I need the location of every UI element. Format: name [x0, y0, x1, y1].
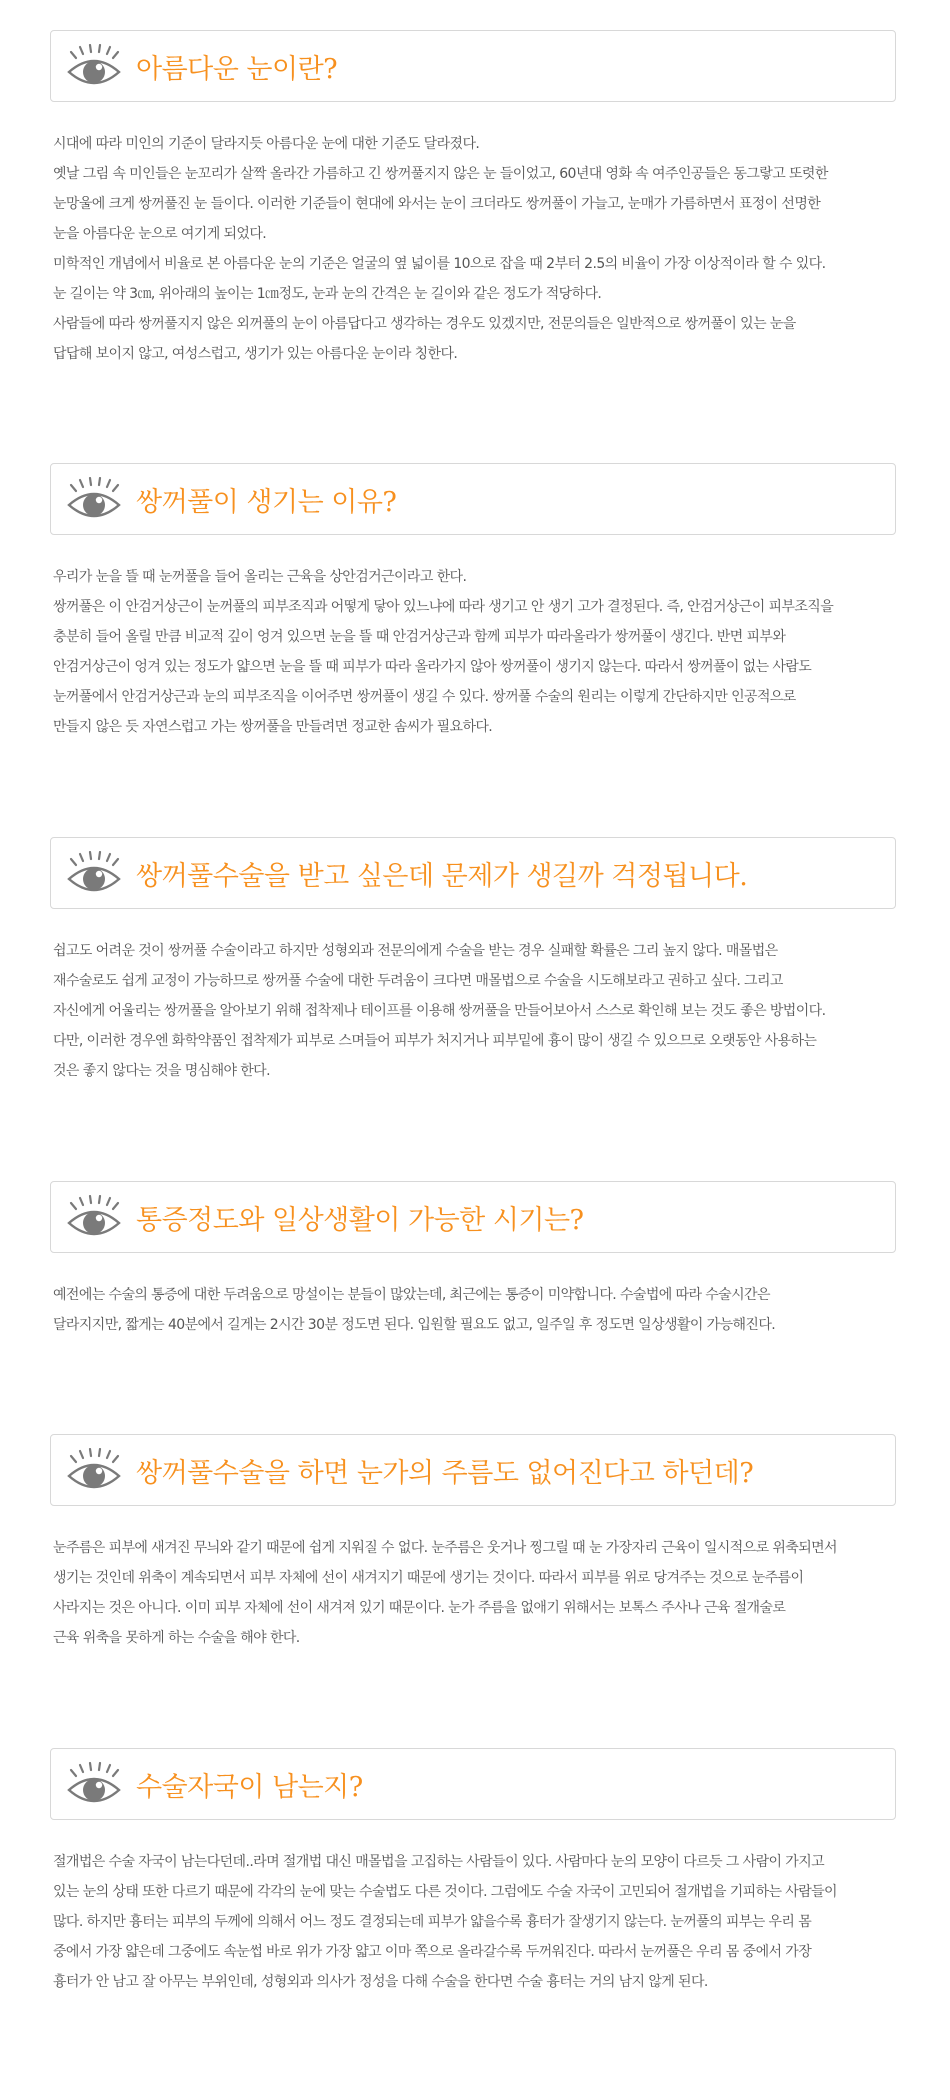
section-wrinkles	[50, 1434, 910, 1653]
section-body	[50, 562, 910, 742]
body-line: 우리가 눈을 뜰 때 눈꺼풀을 들어 올리는 근육을 상안검거근이라고 한다.	[53, 569, 467, 585]
body-line: 다만, 이러한 경우엔 화학약품인 접착제가 피부로 스며들어 피부가 처지거나 피부밑에 흉이 많이 생길 수 있으므로 오랫동안 사용하는	[53, 1033, 817, 1049]
body-line: 사람들에 따라 쌍꺼풀지지 않은 외꺼풀의 눈이 아름답다고 생각하는 경우도 있겠지만, 전문의들은 일반적으로 쌍꺼풀이 있는 눈을	[53, 316, 796, 332]
section-pain-recovery	[50, 1181, 910, 1340]
body-line: 것은 좋지 않다는 것을 명심해야 한다.	[53, 1063, 270, 1079]
eye-icon	[66, 1448, 122, 1492]
section-header	[50, 1181, 896, 1253]
body-line: 흉터가 안 남고 잘 아무는 부위인데, 성형외과 의사가 정성을 다해 수술을 한다면 수술 흉터는 거의 남지 않게 된다.	[53, 1974, 708, 1990]
body-line: 많다. 하지만 흉터는 피부의 두께에 의해서 어느 정도 결정되는데 피부가 얇을수록 흉터가 잘생기지 않는다. 눈꺼풀의 피부는 우리 몸	[53, 1914, 812, 1930]
eye-icon	[66, 1195, 122, 1239]
section-header	[50, 1434, 896, 1506]
section-body	[50, 1533, 910, 1653]
body-line: 만들지 않은 듯 자연스럽고 가는 쌍꺼풀을 만들려면 정교한 솜씨가 필요하다.	[53, 719, 493, 735]
body-line: 쌍꺼풀은 이 안검거상근이 눈꺼풀의 피부조직과 어떻게 닿아 있느냐에 따라 생기고 안 생기 고가 결정된다. 즉, 안검거상근이 피부조직을	[53, 599, 834, 615]
section-body	[50, 1280, 910, 1340]
body-line: 안검거상근이 엉겨 있는 정도가 얇으면 눈을 뜰 때 피부가 따라 올라가지 않아 쌍꺼풀이 생기지 않는다. 따라서 쌍꺼풀이 없는 사람도	[53, 659, 812, 675]
body-line: 달라지지만, 짧게는 40분에서 길게는 2시간 30분 정도면 된다. 입원할 필요도 없고, 일주일 후 정도면 일상생활이 가능해진다.	[53, 1317, 776, 1333]
body-line: 미학적인 개념에서 비율로 본 아름다운 눈의 기준은 얼굴의 옆 넓이를 10으로 잡을 때 2부터 2.5의 비율이 가장 이상적이라 할 수 있다.	[53, 256, 826, 272]
body-line: 예전에는 수술의 통증에 대한 두려움으로 망설이는 분들이 많았는데, 최근에는 통증이 미약합니다. 수술법에 따라 수술시간은	[53, 1287, 770, 1303]
body-line: 눈꺼풀에서 안검거상근과 눈의 피부조직을 이어주면 쌍꺼풀이 생길 수 있다. 쌍꺼풀 수술의 원리는 이렇게 간단하지만 인공적으로	[53, 689, 796, 705]
section-title: 아름다운 눈이란?	[136, 53, 338, 85]
section-body	[50, 936, 910, 1086]
body-line: 중에서 가장 얇은데 그중에도 속눈썹 바로 위가 가장 얇고 이마 쪽으로 올라갈수록 두꺼워진다. 따라서 눈꺼풀은 우리 몸 중에서 가장	[53, 1944, 812, 1960]
body-line: 있는 눈의 상태 또한 다르기 때문에 각각의 눈에 맞는 수술법도 다른 것이다. 그럼에도 수술 자국이 고민되어 절개법을 기피하는 사람들이	[53, 1884, 837, 1900]
body-line: 시대에 따라 미인의 기준이 달라지듯 아름다운 눈에 대한 기준도 달라졌다.	[53, 136, 480, 152]
section-body	[50, 129, 910, 369]
body-line: 절개법은 수술 자국이 남는다던데..라며 절개법 대신 매몰법을 고집하는 사람들이 있다. 사람마다 눈의 모양이 다르듯 그 사람이 가지고	[53, 1854, 825, 1870]
section-title: 수술자국이 남는지?	[136, 1771, 363, 1803]
body-line: 근육 위축을 못하게 하는 수술을 해야 한다.	[53, 1630, 300, 1646]
body-line: 쉽고도 어려운 것이 쌍꺼풀 수술이라고 하지만 성형외과 전문의에게 수술을 받는 경우 실패할 확률은 그리 높지 않다. 매몰법은	[53, 943, 778, 959]
body-line: 눈 길이는 약 3㎝, 위아래의 높이는 1㎝정도, 눈과 눈의 간격은 눈 길이와 같은 정도가 적당하다.	[53, 286, 602, 302]
section-body	[50, 1847, 910, 1997]
section-title: 쌍꺼풀수술을 받고 싶은데 문제가 생길까 걱정됩니다.	[136, 860, 748, 892]
body-line: 충분히 들어 올릴 만큼 비교적 깊이 엉겨 있으면 눈을 뜰 때 안검거상근과 함께 피부가 따라올라가 쌍꺼풀이 생긴다. 반면 피부와	[53, 629, 786, 645]
body-line: 재수술로도 쉽게 교정이 가능하므로 쌍꺼풀 수술에 대한 두려움이 크다면 매몰법으로 수술을 시도해보라고 권하고 싶다. 그리고	[53, 973, 783, 989]
body-line: 옛날 그림 속 미인들은 눈꼬리가 살짝 올라간 가름하고 긴 쌍꺼풀지지 않은 눈 들이었고, 60년대 영화 속 여주인공들은 동그랗고 또렷한	[53, 166, 828, 182]
body-line: 사라지는 것은 아니다. 이미 피부 자체에 선이 새겨져 있기 때문이다. 눈가 주름을 없애기 위해서는 보톡스 주사나 근육 절개술로	[53, 1600, 786, 1616]
section-header	[50, 837, 896, 909]
section-title: 쌍꺼풀이 생기는 이유?	[136, 486, 397, 518]
body-line: 자신에게 어울리는 쌍꺼풀을 알아보기 위해 접착제나 테이프를 이용해 쌍꺼풀을 만들어보아서 스스로 확인해 보는 것도 좋은 방법이다.	[53, 1003, 826, 1019]
body-line: 눈을 아름다운 눈으로 여기게 되었다.	[53, 226, 267, 242]
section-header	[50, 1748, 896, 1820]
eye-icon	[66, 44, 122, 88]
section-header	[50, 30, 896, 102]
section-why-double-eyelid	[50, 463, 910, 742]
section-header	[50, 463, 896, 535]
eye-icon	[66, 851, 122, 895]
section-scars	[50, 1748, 910, 1997]
section-title: 통증정도와 일상생활이 가능한 시기는?	[136, 1204, 584, 1236]
eye-icon	[66, 1762, 122, 1806]
eye-icon	[66, 477, 122, 521]
section-surgery-worries	[50, 837, 910, 1086]
body-line: 생기는 것인데 위축이 계속되면서 피부 자체에 선이 새겨지기 때문에 생기는 것이다. 따라서 피부를 위로 당겨주는 것으로 눈주름이	[53, 1570, 804, 1586]
section-beautiful-eyes	[50, 30, 910, 369]
section-title: 쌍꺼풀수술을 하면 눈가의 주름도 없어진다고 하던데?	[136, 1457, 754, 1489]
body-line: 눈망울에 크게 쌍꺼풀진 눈 들이다. 이러한 기준들이 현대에 와서는 눈이 크더라도 쌍꺼풀이 가늘고, 눈매가 가름하면서 표정이 선명한	[53, 196, 821, 212]
body-line: 답답해 보이지 않고, 여성스럽고, 생기가 있는 아름다운 눈이라 칭한다.	[53, 346, 458, 362]
body-line: 눈주름은 피부에 새겨진 무늬와 같기 때문에 쉽게 지워질 수 없다. 눈주름은 웃거나 찡그릴 때 눈 가장자리 근육이 일시적으로 위축되면서	[53, 1540, 837, 1556]
